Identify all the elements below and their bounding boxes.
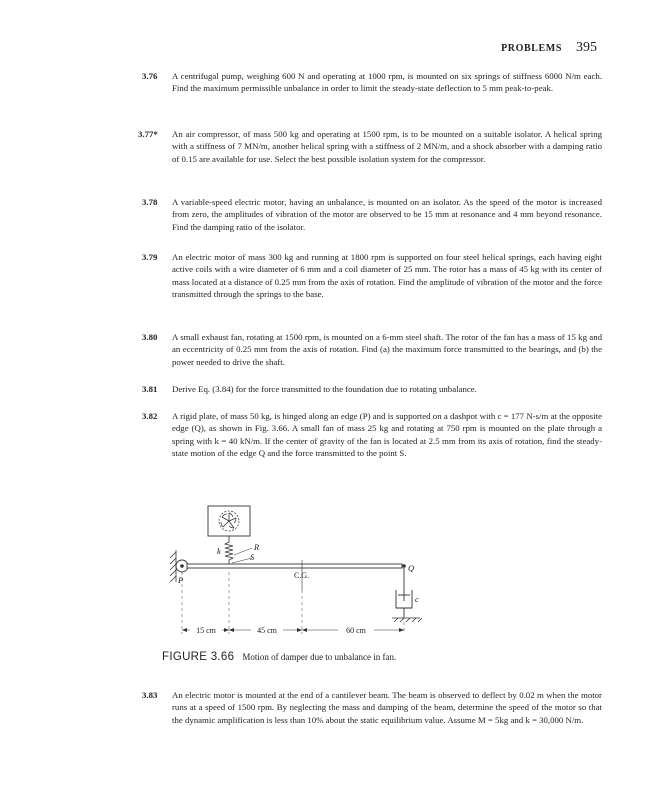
label-k: k <box>217 546 221 556</box>
caption-text: Motion of damper due to unbalance in fan. <box>242 652 397 662</box>
problem-number: 3.80 <box>142 332 158 342</box>
problem-3-81 <box>142 383 602 395</box>
problem-3-79 <box>142 251 602 301</box>
point-Q-marker <box>402 564 406 568</box>
problem-number: 3.81 <box>142 384 158 394</box>
problem-text: A variable-speed electric motor, having an unbalance, is mounted on an isolator. As the speed of the motor is increased from zero, the amplitudes of vibration of the motor are observed to be 15 mm at resonance and 4 mm beyond resonance. Find the damping ratio of the isolator. <box>172 197 602 232</box>
problem-text: An electric motor of mass 300 kg and running at 1800 rpm is supported on four steel helical springs, each having eight active coils with a wire diameter of 6 mm and a coil diameter of 25 mm. The rotor has a mass of 45 kg with its center of mass located at a distance of 0.25 mm from the axis of rotation. Find the amplitude of vibration of the motor and the force transmitted through the springs to the base. <box>172 252 602 300</box>
label-P: P <box>178 575 184 585</box>
problem-number: 3.78 <box>142 197 158 207</box>
problem-text: A rigid plate, of mass 50 kg, is hinged along an edge (P) and is supported on a dashpot with c = 177 N-s/m at the opposite edge (Q), as shown in Fig. 3.66. A small fan of mass 25 kg and rotating at 750 rpm is mounted on the plate through a spring with k = 40 kN/m. If the center of gravity of the fan is located at 2.5 mm from its axis of rotation, find the steady-state motion of the edge Q and the force transmitted to the point S. <box>172 411 602 459</box>
hinge-P <box>176 560 188 572</box>
S-leader <box>232 558 252 563</box>
problem-text: Derive Eq. (3.84) for the force transmitted to the foundation due to rotating unbalance. <box>172 384 477 394</box>
problem-text: An electric motor is mounted at the end of a cantilever beam. The beam is observed to deflect by 0.02 m when the motor runs at a speed of 1500 rpm. By neglecting the mass and damping of the beam, determine the speed of the motor so that the dynamic amplification is less than 10% about the static equilibrium value. Assume M = 5kg and k = 30,000 N/m. <box>172 690 602 725</box>
label-Q: Q <box>408 563 415 573</box>
dimension-45cm: 45 cm <box>257 626 277 635</box>
problem-text: An air compressor, of mass 500 kg and operating at 1500 rpm, is to be mounted on a suitable isolator. A helical spring with a stiffness of 7 MN/m, another helical spring with a stiffness of 2 MN/m, and a shock absorber with a damping ratio of 0.15 are available for use. Select the best possible isolation system for the compressor. <box>172 129 602 164</box>
problem-number: 3.82 <box>142 411 158 421</box>
dimension-60cm: 60 cm <box>346 626 366 635</box>
label-cg: C.G. <box>294 571 310 580</box>
problem-number: 3.77* <box>138 129 158 139</box>
figure-3-66-diagram <box>168 498 468 640</box>
problem-3-80 <box>142 331 602 368</box>
problem-number: 3.83 <box>142 690 158 700</box>
problem-3-82 <box>142 410 602 460</box>
figure-label: FIGURE 3.66 <box>162 651 235 663</box>
rigid-plate <box>187 564 402 568</box>
problem-3-77 <box>138 128 602 165</box>
wall-support <box>170 550 176 582</box>
problem-3-76 <box>142 70 602 95</box>
label-c: c <box>415 594 419 604</box>
problem-text: A centrifugal pump, weighing 600 N and operating at 1000 rpm, is mounted on six springs of stiffness 6000 N/m each. Find the maximum permissible unbalance in order to limit the steady-state deflection to 5 mm peak-to-peak. <box>172 71 602 94</box>
dimension-15cm: 15 cm <box>196 626 216 635</box>
problem-number: 3.76 <box>142 71 158 81</box>
fan-assembly <box>208 506 250 536</box>
section-title: PROBLEMS <box>501 43 562 54</box>
reference-lines <box>182 572 404 634</box>
spring-k <box>225 536 233 564</box>
problem-3-83 <box>142 689 602 726</box>
problem-number: 3.79 <box>142 252 158 262</box>
figure-caption <box>162 651 396 663</box>
problem-text: A small exhaust fan, rotating at 1500 rpm, is mounted on a 6-mm steel shaft. The rotor of the fan has a mass of 15 kg and an eccentricity of 0.25 mm from the axis of rotation. Find (a) the maximum force transmitted to the bearings, and (b) the power needed to drive the shaft. <box>172 332 602 367</box>
page-number: 395 <box>576 40 597 55</box>
dashpot-c <box>396 568 412 618</box>
ground <box>392 618 422 622</box>
label-R: R <box>254 542 260 552</box>
problem-3-78 <box>142 196 602 233</box>
label-S: S <box>250 552 255 562</box>
page-header <box>501 40 597 56</box>
